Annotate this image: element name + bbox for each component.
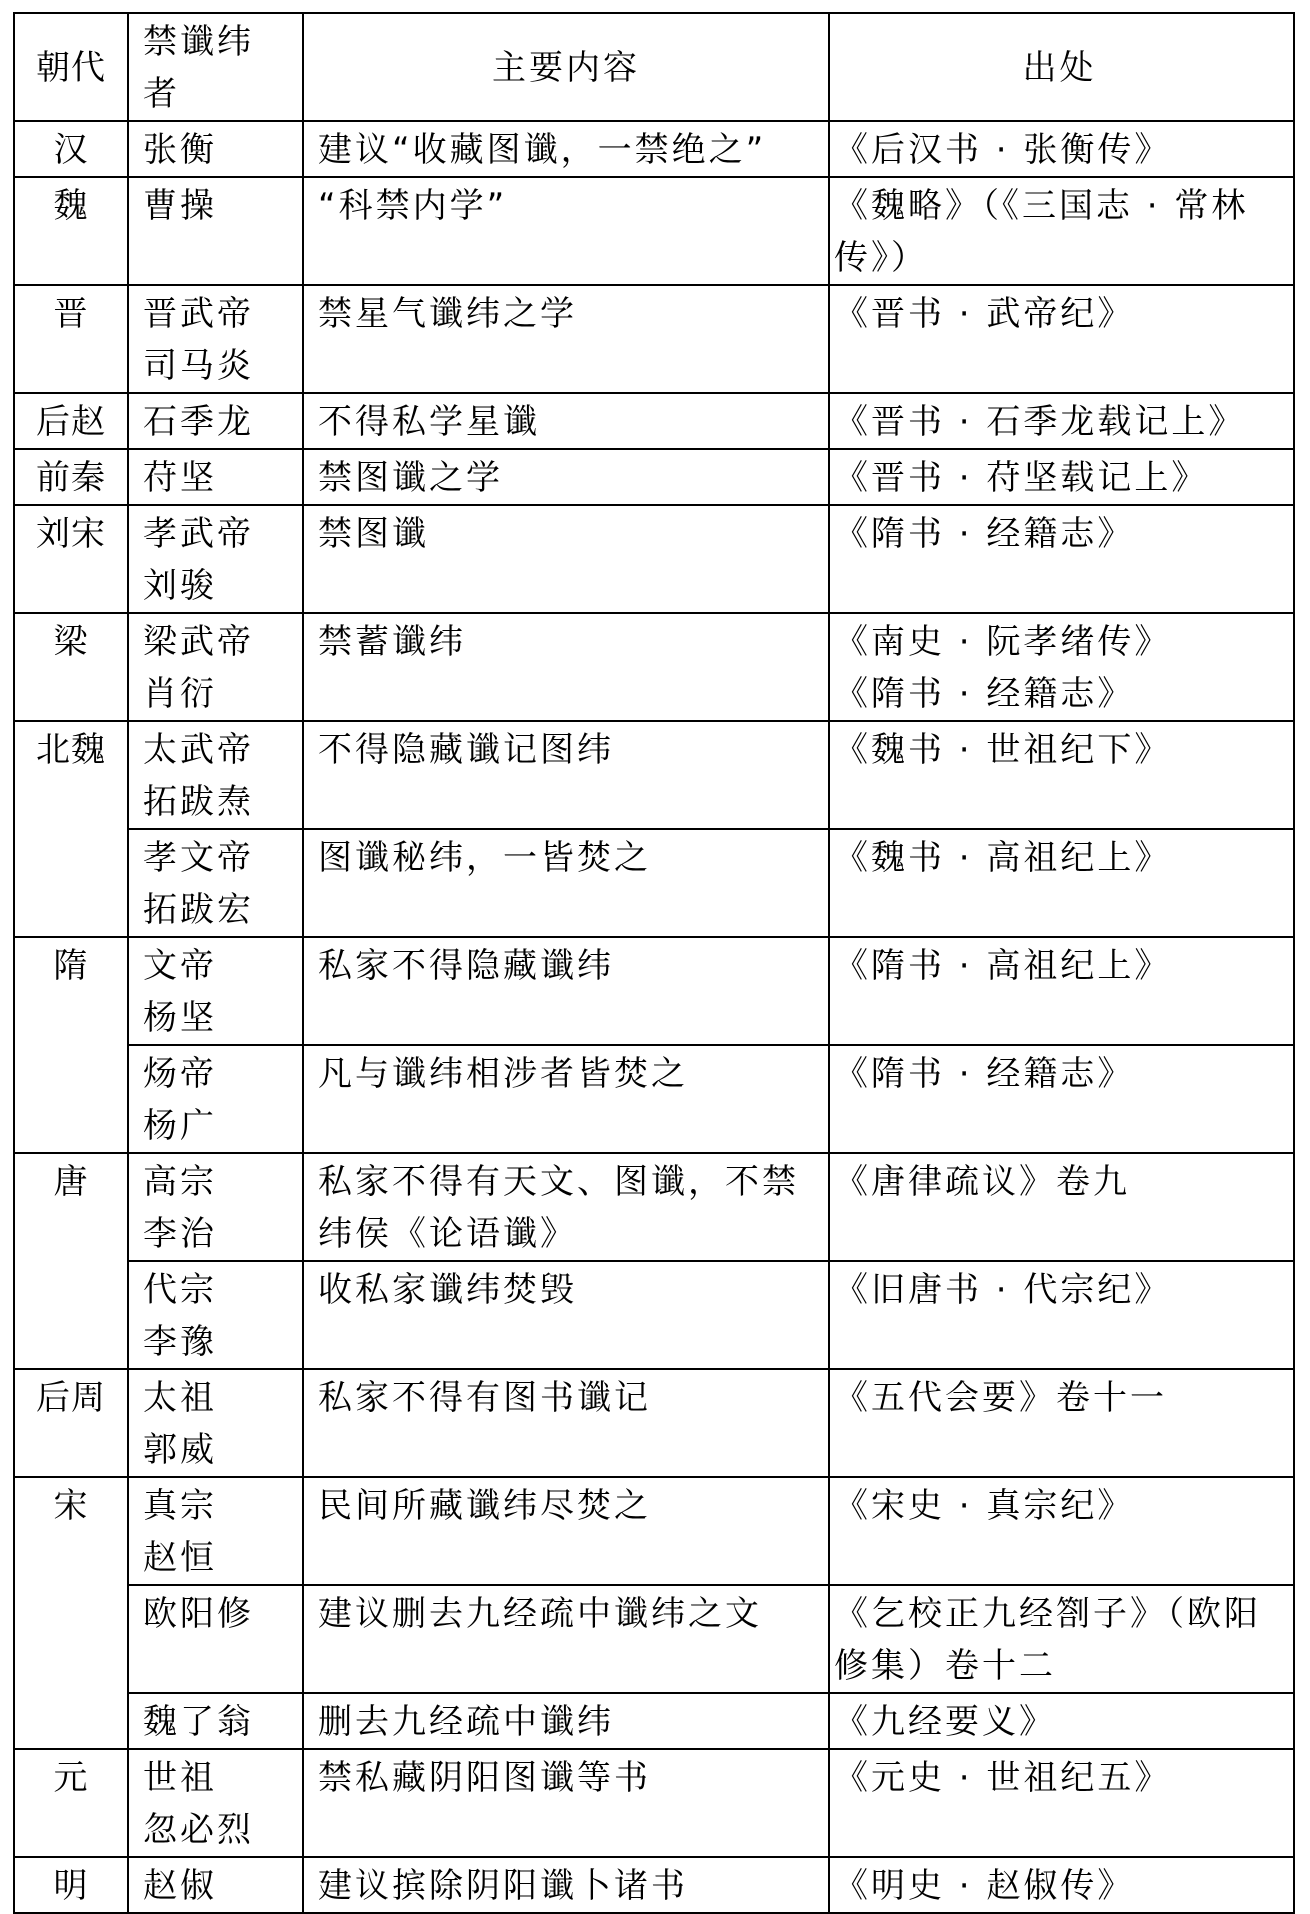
person-cell-line: 郭威 <box>143 1430 217 1470</box>
person-cell <box>128 613 303 721</box>
source-cell-line: 修集）卷十二 <box>834 1646 1056 1686</box>
content-cell-line: 建议删去九经疏中谶纬之文 <box>318 1594 762 1634</box>
source-cell-line: 《南史 · 阮孝绪传》 <box>834 622 1172 662</box>
source-cell-line: 传》） <box>834 238 928 278</box>
source-cell-line: 《旧唐书 · 代宗纪》 <box>834 1270 1172 1310</box>
source-cell-line: 《乞校正九经劄子》（欧阳 <box>834 1594 1261 1634</box>
content-cell-line: 不得私学星谶 <box>318 402 540 442</box>
source-cell-line: 《魏书 · 世祖纪下》 <box>834 730 1172 770</box>
table-row <box>14 829 1294 937</box>
content-cell <box>303 1261 829 1369</box>
person-cell-line: 孝武帝 <box>143 514 254 554</box>
table-row <box>14 505 1294 613</box>
person-cell-line: 梁武帝 <box>143 622 254 662</box>
source-cell <box>829 505 1294 613</box>
content-cell-line: 私家不得有天文、图谶，不禁 <box>318 1162 799 1202</box>
dynasty-cell: 前秦 <box>14 449 128 505</box>
table-row <box>14 177 1294 285</box>
source-cell <box>829 393 1294 449</box>
dynasty-cell: 宋 <box>14 1477 128 1749</box>
person-cell-line: 拓跋焘 <box>143 782 254 822</box>
person-cell <box>128 1749 303 1857</box>
content-cell-line: 禁私藏阴阳图谶等书 <box>318 1758 651 1798</box>
person-cell <box>128 1585 303 1693</box>
source-cell-line: 《宋史 · 真宗纪》 <box>834 1486 1135 1526</box>
person-cell-line: 高宗 <box>143 1162 217 1202</box>
person-cell <box>128 121 303 177</box>
dynasty-cell: 元 <box>14 1749 128 1857</box>
source-cell-line: 《晋书 · 石季龙载记上》 <box>834 402 1246 442</box>
source-cell <box>829 613 1294 721</box>
document-page <box>13 12 1293 1914</box>
header-row <box>14 13 1294 121</box>
source-cell-line: 《五代会要》卷十一 <box>834 1378 1167 1418</box>
source-cell <box>829 721 1294 829</box>
content-cell <box>303 937 829 1045</box>
dynasty-cell: 晋 <box>14 285 128 393</box>
person-cell <box>128 1045 303 1153</box>
content-cell <box>303 1693 829 1749</box>
prohibition-table <box>13 12 1295 1914</box>
content-cell <box>303 1369 829 1477</box>
dynasty-cell: 魏 <box>14 177 128 285</box>
source-cell <box>829 1749 1294 1857</box>
person-cell-line: 孝文帝 <box>143 838 254 878</box>
person-cell-line: 文帝 <box>143 946 217 986</box>
person-cell <box>128 505 303 613</box>
dynasty-cell: 唐 <box>14 1153 128 1369</box>
table-row <box>14 121 1294 177</box>
content-cell <box>303 505 829 613</box>
person-cell <box>128 1369 303 1477</box>
header-dynasty: 朝代 <box>14 13 128 121</box>
person-cell-line: 真宗 <box>143 1486 217 1526</box>
person-cell-line: 肖衍 <box>143 674 217 714</box>
source-cell <box>829 829 1294 937</box>
source-cell <box>829 1045 1294 1153</box>
table-row <box>14 1369 1294 1477</box>
person-cell-line: 欧阳修 <box>143 1594 254 1634</box>
table-row <box>14 393 1294 449</box>
table-row <box>14 937 1294 1045</box>
source-cell <box>829 1369 1294 1477</box>
content-cell-line: 禁图谶之学 <box>318 458 503 498</box>
person-cell-line: 代宗 <box>143 1270 217 1310</box>
source-cell <box>829 285 1294 393</box>
content-cell <box>303 1857 829 1913</box>
table-row <box>14 449 1294 505</box>
table-row <box>14 613 1294 721</box>
source-cell <box>829 449 1294 505</box>
person-cell <box>128 1693 303 1749</box>
person-cell-line: 刘骏 <box>143 566 217 606</box>
source-cell-line: 《隋书 · 经籍志》 <box>834 1054 1135 1094</box>
source-cell <box>829 121 1294 177</box>
content-cell <box>303 1153 829 1261</box>
person-cell-line: 炀帝 <box>143 1054 217 1094</box>
person-cell-line: 世祖 <box>143 1758 217 1798</box>
source-cell <box>829 1857 1294 1913</box>
source-cell-line: 《隋书 · 经籍志》 <box>834 674 1135 714</box>
source-cell-line: 《魏略》（《三国志 · 常林 <box>834 186 1249 226</box>
table-row <box>14 285 1294 393</box>
content-cell <box>303 1749 829 1857</box>
table-row <box>14 1153 1294 1261</box>
person-cell-line: 石季龙 <box>143 402 254 442</box>
dynasty-cell: 刘宋 <box>14 505 128 613</box>
content-cell-line: 民间所藏谶纬尽焚之 <box>318 1486 651 1526</box>
table-row <box>14 721 1294 829</box>
person-cell-line: 太武帝 <box>143 730 254 770</box>
person-cell <box>128 393 303 449</box>
content-cell-line: 禁蓄谶纬 <box>318 622 466 662</box>
dynasty-cell: 后赵 <box>14 393 128 449</box>
table-row <box>14 1477 1294 1585</box>
person-cell-line: 拓跋宏 <box>143 890 254 930</box>
content-cell-line: 收私家谶纬焚毁 <box>318 1270 577 1310</box>
source-cell-line: 《隋书 · 经籍志》 <box>834 514 1135 554</box>
content-cell-line: 凡与谶纬相涉者皆焚之 <box>318 1054 688 1094</box>
content-cell <box>303 121 829 177</box>
content-cell-line: 不得隐藏谶记图纬 <box>318 730 614 770</box>
person-cell <box>128 721 303 829</box>
person-cell-line: 忽必烈 <box>143 1810 254 1850</box>
table-row <box>14 1261 1294 1369</box>
source-cell <box>829 177 1294 285</box>
content-cell <box>303 721 829 829</box>
source-cell <box>829 937 1294 1045</box>
person-cell-line: 赵恒 <box>143 1538 217 1578</box>
person-cell-line: 杨广 <box>143 1106 217 1146</box>
person-cell-line: 司马炎 <box>143 346 254 386</box>
person-cell <box>128 177 303 285</box>
person-cell-line: 苻坚 <box>143 458 217 498</box>
content-cell-line: 私家不得隐藏谶纬 <box>318 946 614 986</box>
content-cell <box>303 393 829 449</box>
person-cell <box>128 1857 303 1913</box>
source-cell <box>829 1585 1294 1693</box>
table-row <box>14 1749 1294 1857</box>
person-cell-line: 晋武帝 <box>143 294 254 334</box>
dynasty-cell: 后周 <box>14 1369 128 1477</box>
source-cell <box>829 1153 1294 1261</box>
person-cell-line: 李治 <box>143 1214 217 1254</box>
dynasty-cell: 明 <box>14 1857 128 1913</box>
table-body <box>14 13 1294 1913</box>
content-cell-line: 建议“收藏图谶，一禁绝之” <box>318 130 767 170</box>
source-cell-line: 《后汉书 · 张衡传》 <box>834 130 1172 170</box>
dynasty-cell: 梁 <box>14 613 128 721</box>
source-cell-line: 《元史 · 世祖纪五》 <box>834 1758 1172 1798</box>
content-cell-line: 纬侯《论语谶》 <box>318 1214 577 1254</box>
source-cell-line: 《隋书 · 高祖纪上》 <box>834 946 1172 986</box>
source-cell-line: 《唐律疏议》卷九 <box>834 1162 1130 1202</box>
source-cell-line: 《晋书 · 武帝纪》 <box>834 294 1135 334</box>
content-cell <box>303 177 829 285</box>
person-cell <box>128 1153 303 1261</box>
table-row <box>14 1693 1294 1749</box>
source-cell <box>829 1261 1294 1369</box>
source-cell-line: 《九经要义》 <box>834 1702 1056 1742</box>
person-cell-line: 李豫 <box>143 1322 217 1362</box>
dynasty-cell: 汉 <box>14 121 128 177</box>
person-cell-line: 杨坚 <box>143 998 217 1038</box>
person-cell-line: 曹操 <box>143 186 217 226</box>
content-cell <box>303 1045 829 1153</box>
source-cell-line: 《明史 · 赵俶传》 <box>834 1866 1135 1906</box>
person-cell <box>128 829 303 937</box>
source-cell <box>829 1693 1294 1749</box>
header-content: 主要内容 <box>303 13 829 121</box>
content-cell-line: 建议摈除阴阳谶卜诸书 <box>318 1866 688 1906</box>
person-cell <box>128 449 303 505</box>
person-cell <box>128 1477 303 1585</box>
dynasty-cell: 北魏 <box>14 721 128 937</box>
content-cell-line: 私家不得有图书谶记 <box>318 1378 651 1418</box>
dynasty-cell: 隋 <box>14 937 128 1153</box>
person-cell-line: 赵俶 <box>143 1866 217 1906</box>
content-cell-line: “科禁内学” <box>318 186 508 226</box>
person-cell <box>128 937 303 1045</box>
source-cell <box>829 1477 1294 1585</box>
person-cell-line: 张衡 <box>143 130 217 170</box>
content-cell <box>303 1585 829 1693</box>
content-cell-line: 图谶秘纬，一皆焚之 <box>318 838 651 878</box>
content-cell-line: 禁星气谶纬之学 <box>318 294 577 334</box>
table-row <box>14 1585 1294 1693</box>
person-cell-line: 魏了翁 <box>143 1702 254 1742</box>
content-cell-line: 删去九经疏中谶纬 <box>318 1702 614 1742</box>
source-cell-line: 《魏书 · 高祖纪上》 <box>834 838 1172 878</box>
source-cell-line: 《晋书 · 苻坚载记上》 <box>834 458 1209 498</box>
header-person: 禁谶纬者 <box>128 13 303 121</box>
content-cell <box>303 449 829 505</box>
content-cell <box>303 1477 829 1585</box>
content-cell-line: 禁图谶 <box>318 514 429 554</box>
table-row <box>14 1045 1294 1153</box>
content-cell <box>303 829 829 937</box>
content-cell <box>303 613 829 721</box>
content-cell <box>303 285 829 393</box>
table-row <box>14 1857 1294 1913</box>
person-cell <box>128 1261 303 1369</box>
person-cell <box>128 285 303 393</box>
header-source: 出处 <box>829 13 1294 121</box>
person-cell-line: 太祖 <box>143 1378 217 1418</box>
